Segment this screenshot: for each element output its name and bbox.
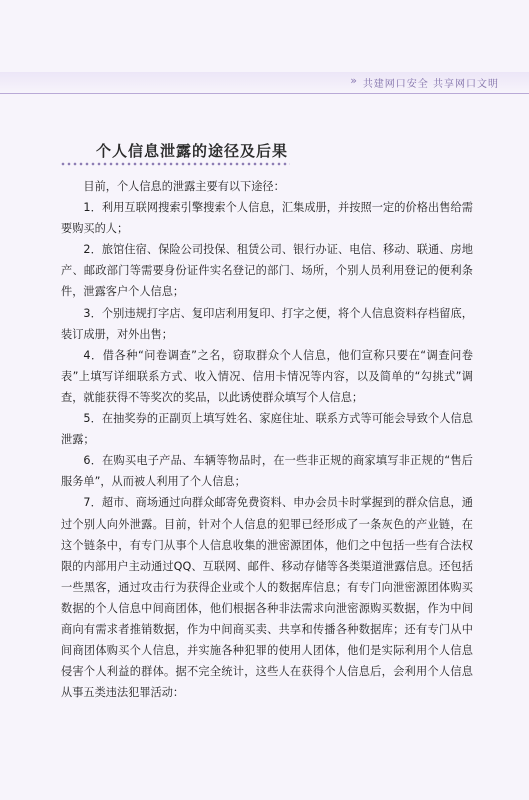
paragraph-item-4: 4．借各种“问卷调查”之名，窃取群众个人信息，他们宣称只要在“调查问卷表”上填写详细联系方式、收入情况、信用卡情况等内容，以及简单的“勾挑式”调查，就能获得不等奖次的奖品，以此诱使群众填写个人信息； [61, 348, 473, 404]
paragraph-item-5: 5．在抽奖券的正副页上填写姓名、家庭住址、联系方式等可能会导致个人信息泄露； [61, 412, 473, 447]
paragraph-item-3: 3．个别违规打字店、复印店利用复印、打字之便，将个人信息资料存档留底，装订成册，对外出售； [61, 306, 473, 341]
paragraph-item-7: 7．超市、商场通过向群众邮寄免费资料、申办会员卡时掌握到的群众信息，通过个别人向外泄露。目前，针对个人信息的犯罪已经形成了一条灰色的产业链，在这个链条中，有专门从事个人信息收集的泄密源团体，他们之中包括一些有合法权限的内部用户主动通过QQ、互联网、邮件、移动存储等各类渠道泄露信息。还包括一些黑客，通过攻击行为获得企业或个人的数据库信息；有专门向泄密源团体购买数据的个人信息中间商团体，他们根据各种非法需求向泄密源购买数据，作为中间商向有需求者推销数据，作为中间商买卖、共享和传播各种数据库；还有专门从中间商团体购买个人信息，并实施各种犯罪的使用人团体，他们是实际利用个人信息侵害个人利益的群体。据不完全统计，这些人在获得个人信息后，会利用个人信息从事五类违法犯罪活动： [61, 496, 473, 700]
header-slogan: 共建网口安全 共享网口文明 [362, 79, 499, 90]
paragraph-item-6: 6．在购买电子产品、车辆等物品时，在一些非正规的商家填写非正规的“售后服务单”，从而被人利用了个人信息； [61, 454, 473, 489]
chevron-right-icon: » [350, 74, 355, 87]
body-text [61, 176, 473, 703]
header-divider [0, 93, 529, 94]
page-header [0, 72, 529, 94]
title-dotted-underline [60, 162, 290, 166]
section-title: 个人信息泄露的途径及后果 [96, 142, 289, 160]
paragraph-intro: 目前，个人信息的泄露主要有以下途径： [83, 180, 285, 193]
paragraph-item-1: 1．利用互联网搜索引擎搜索个人信息，汇集成册，并按照一定的价格出售给需要购买的人； [61, 201, 473, 236]
paragraph-item-2: 2．旅馆住宿、保险公司投保、租赁公司、银行办证、电信、移动、联通、房地产、邮政部门等需要身份证件实名登记的部门、场所，个别人员利用登记的便利条件，泄露客户个人信息； [61, 243, 473, 299]
